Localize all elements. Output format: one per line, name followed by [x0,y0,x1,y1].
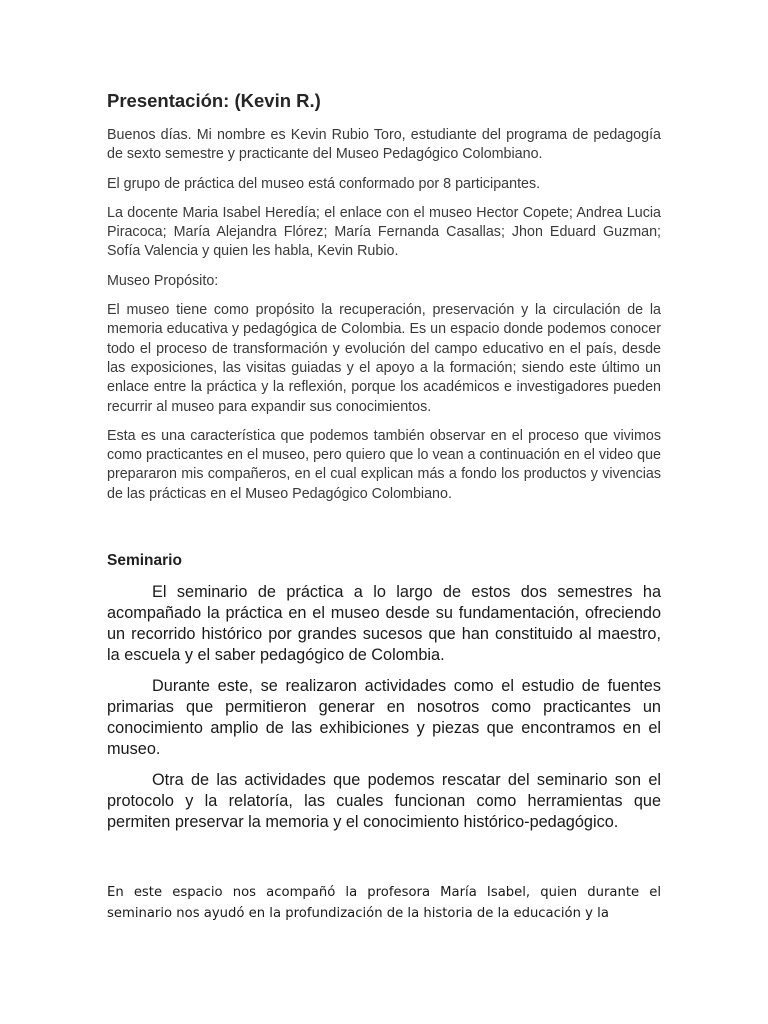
intro-paragraph: Buenos días. Mi nombre es Kevin Rubio Toro, estudiante del programa de pedagogía de sexto semestre y practicante del Museo Pedagógico Colombiano. [107,127,661,163]
seminar-paragraph: Otra de las actividades que podemos rescatar del seminario son el protocolo y la relatoría, las cuales funcionan como herramientas que permiten preservar la memoria y el conocimiento histórico-pedagógico. [107,771,661,831]
closing-section [107,882,661,926]
section-heading: Seminario [107,552,182,569]
closing-paragraph: En este espacio nos acompañó la profesora María Isabel, quien durante el seminario nos ayudó en la profundización de la historia de la educación y la [107,885,661,921]
intro-paragraph: Esta es una característica que podemos también observar en el proceso que vivimos como practicantes en el museo, pero quiero que lo vean a continuación en el video que prepararon mis compañeros, en el cual explican más a fondo los productos y vivencias de las prácticas en el Museo Pedagógico Colombiano. [107,427,661,502]
intro-section [107,126,661,514]
document-page [107,0,661,1024]
page-title: Presentación: (Kevin R.) [107,90,321,111]
intro-paragraph: El grupo de práctica del museo está conformado por 8 participantes. [107,175,541,192]
intro-paragraph: La docente Maria Isabel Heredía; el enlace con el museo Hector Copete; Andrea Lucia Piracoca; María Alejandra Flórez; María Fernanda Casallas; Jhon Eduard Guzman; Sofía Valencia y quien les habla, Kevin Rubio. [107,204,661,260]
intro-paragraph: El museo tiene como propósito la recuperación, preservación y la circulación de la memoria educativa y pedagógica de Colombia. Es un espacio donde podemos conocer todo el proceso de transformación y evolución del campo educativo en el país, desde las exposiciones, las visitas guiadas y el apoyo a la formación; siendo este último un enlace entre la práctica y la reflexión, porque los académicos e investigadores pueden recurrir al museo para expandir sus conocimientos. [107,302,661,415]
seminar-paragraph: Durante este, se realizaron actividades como el estudio de fuentes primarias que permitieron generar en nosotros como practicantes un conocimiento amplio de las exhibiciones y piezas que encontramos en el museo. [107,677,661,758]
intro-paragraph: Museo Propósito: [107,272,219,289]
seminar-section [107,582,661,843]
seminar-paragraph: El seminario de práctica a lo largo de estos dos semestres ha acompañado la práctica en el museo desde su fundamentación, ofreciendo un recorrido histórico por grandes sucesos que han constituido al maestro, la escuela y el saber pedagógico de Colombia. [107,583,661,664]
